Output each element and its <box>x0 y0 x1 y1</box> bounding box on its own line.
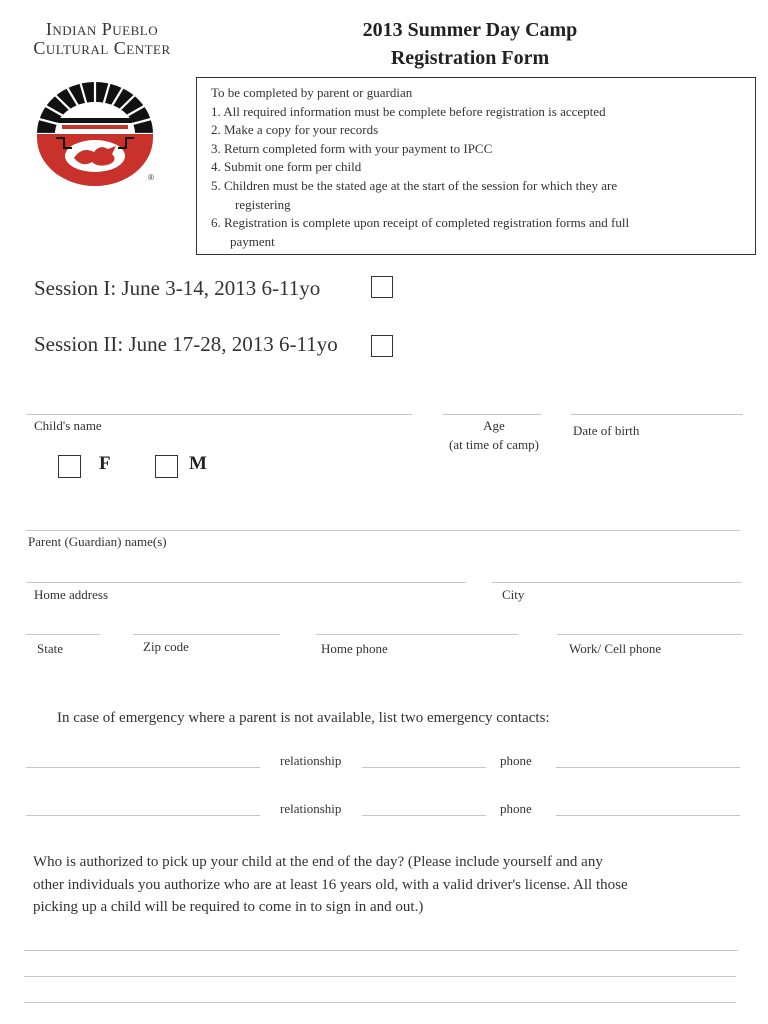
emergency-contact-2-phone-label: phone <box>500 801 532 816</box>
male-checkbox[interactable] <box>155 455 178 478</box>
emergency-prompt: In case of emergency where a parent is not available, list two emergency contacts: <box>57 710 550 726</box>
organization-name <box>18 20 186 58</box>
city-label: City <box>502 587 525 602</box>
session-1-checkbox[interactable] <box>371 276 393 298</box>
emergency-contact-1-phone-label: phone <box>500 753 532 768</box>
emergency-contact-1-phone-field[interactable] <box>556 767 740 768</box>
pickup-text-line: other individuals you authorize who are at least 16 years old, with a valid driver's license. All those <box>33 876 628 893</box>
pickup-text-line: Who is authorized to pick up your child at the end of the day? (Please include yourself and any <box>33 854 603 870</box>
home-phone-field[interactable] <box>316 634 518 635</box>
session-2-label: Session II: June 17-28, 2013 6-11yo <box>34 332 338 356</box>
pickup-field-line[interactable] <box>24 976 736 977</box>
session-2-checkbox[interactable] <box>371 335 393 357</box>
pickup-field-line[interactable] <box>24 950 738 951</box>
emergency-contact-1-relationship-label: relationship <box>280 753 342 768</box>
instruction-item-continued: registering <box>235 196 291 212</box>
emergency-contact-2-name-field[interactable] <box>26 815 260 816</box>
parent-name-label: Parent (Guardian) name(s) <box>28 534 167 549</box>
emergency-contact-2-phone-field[interactable] <box>556 815 740 816</box>
emergency-contact-2-relationship-field[interactable] <box>362 815 486 816</box>
svg-text:®: ® <box>148 173 154 182</box>
zip-code-field[interactable] <box>133 634 280 635</box>
city-field[interactable] <box>492 582 742 583</box>
org-name-line1: Indian Pueblo <box>45 19 159 39</box>
instruction-item: 4. Submit one form per child <box>211 159 362 175</box>
home-address-label: Home address <box>34 587 109 602</box>
emergency-contact-2-relationship-label: relationship <box>280 801 342 816</box>
work-cell-phone-field[interactable] <box>557 634 742 635</box>
instruction-item: 2. Make a copy for your records <box>211 122 379 138</box>
parent-name-field[interactable] <box>26 530 740 531</box>
child-name-field[interactable] <box>26 414 412 415</box>
date-of-birth-field[interactable] <box>571 414 743 415</box>
age-sublabel: (at time of camp) <box>449 437 539 452</box>
age-field[interactable] <box>443 414 541 415</box>
state-field[interactable] <box>26 634 100 635</box>
female-label: F <box>99 453 111 474</box>
emergency-contact-1-name-field[interactable] <box>26 767 260 768</box>
pickup-authorization-text <box>33 851 753 919</box>
instruction-item: 6. Registration is complete upon receipt of completed registration forms and full <box>211 215 630 231</box>
org-name-line2: Cultural Center <box>33 38 171 58</box>
home-address-field[interactable] <box>26 582 466 583</box>
zip-code-label: Zip code <box>143 639 189 654</box>
female-checkbox[interactable] <box>58 455 81 478</box>
instruction-item: 1. All required information must be complete before registration is accepted <box>211 103 606 119</box>
instruction-item-continued: payment <box>230 233 275 249</box>
instruction-item: 3. Return completed form with your payment to IPCC <box>211 140 493 156</box>
form-title-line1: 2013 Summer Day Camp <box>362 19 578 41</box>
pickup-field-line[interactable] <box>24 1002 736 1003</box>
state-label: State <box>37 641 63 656</box>
form-title-line2: Registration Form <box>390 47 550 69</box>
home-phone-label: Home phone <box>321 641 388 656</box>
date-of-birth-label: Date of birth <box>573 423 640 438</box>
work-cell-phone-label: Work/ Cell phone <box>569 641 662 656</box>
pueblo-logo <box>34 74 156 186</box>
session-1-label: Session I: June 3-14, 2013 6-11yo <box>34 276 321 300</box>
age-label: Age <box>483 418 505 433</box>
emergency-contact-1-relationship-field[interactable] <box>362 767 486 768</box>
form-title <box>330 16 610 72</box>
instructions-intro: To be completed by parent or guardian <box>211 85 413 100</box>
instructions-box <box>196 77 756 255</box>
instruction-item: 5. Children must be the stated age at the start of the session for which they are <box>211 177 618 193</box>
male-label: M <box>189 453 207 474</box>
child-name-label: Child's name <box>34 418 102 433</box>
pickup-text-line: picking up a child will be required to come in to sign in and out.) <box>33 899 424 915</box>
